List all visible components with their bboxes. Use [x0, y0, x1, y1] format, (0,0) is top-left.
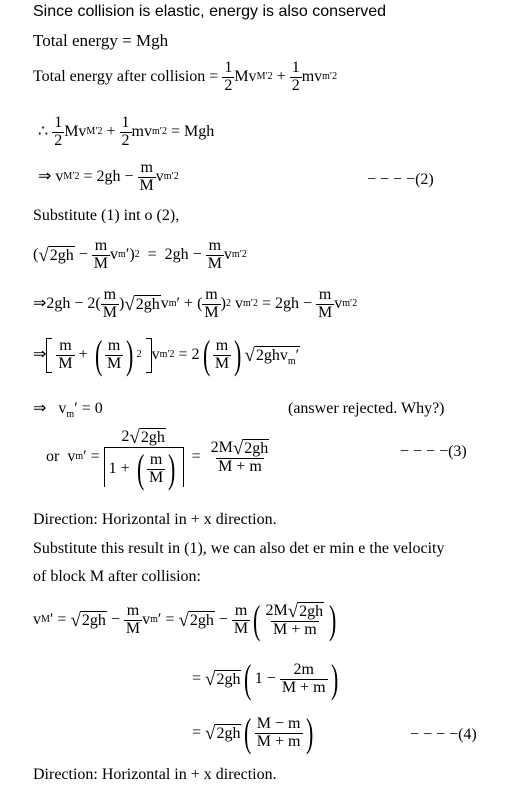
text-line-substitute-2b: of block M after collision:	[33, 568, 201, 585]
equation-tag-3: − − − −(3)	[400, 443, 467, 460]
equation-energy-balance: ∴ $\frac{1}{2}$ Mv M ′2 + $\frac{1}{2}$ mv m ′2 = Mgh	[38, 114, 215, 149]
equation-vM-prime: v M ′ = √ 2gh − $\frac{m}{M}$ v m ′ = √ 2gh − $\frac{m}{M}$ ( 2M √ 2gh M + m )	[33, 597, 337, 643]
label-energy-after: Total energy after collision =	[33, 68, 219, 86]
equation-vM-step3: = √ 2gh ( $\frac{M - m}{M + m}$ )	[192, 710, 313, 756]
text-line-substitute-1: Substitute (1) int o (2),	[33, 207, 180, 224]
equation-zero: ⇒ $v_m' = 0$	[33, 400, 103, 420]
rhs-mgh: = Mgh	[170, 123, 215, 141]
text-line-substitute-2a: Substitute this result in (1), we can also det er min e the velocity	[33, 540, 445, 557]
rhs-2gh: = 2gh −	[83, 168, 134, 186]
text-line-direction-2: Direction: Horizontal in + x direction.	[33, 766, 277, 783]
word-or: or	[46, 448, 60, 466]
equation-substituted: ( √ 2gh − $\frac{m}{M}$ v m ′) 2 = 2gh − $\frac{m}{M}$ v m ′2	[33, 237, 247, 272]
equation-vM-squared: ⇒ v M ′2 = 2gh − $\frac{m}{M}$ v m ′2	[38, 159, 179, 194]
text-line-direction-1: Direction: Horizontal in + x direction.	[33, 511, 277, 528]
note-answer-rejected: (answer rejected. Why?)	[288, 400, 445, 417]
equation-energy-after: Total energy after collision = $\frac{1}{2}$ Mv M ′2 + $\frac{1}{2}$ mv m ′2	[33, 59, 338, 94]
equation-vm-result: or v m ′ = 2 √ 2gh 1 + ( $\frac{m}{M}$ ) = 2M √ 2gh M + m	[46, 427, 269, 492]
equation-tag-4: − − − −(4)	[410, 726, 477, 743]
equation-vM-step2: = √ 2gh ( 1 − $\frac{2m}{M + m}$ )	[192, 656, 338, 702]
equation-expanded: ⇒2gh − 2( $\frac{m}{M}$ ) √ 2gh v m ′ + ( $\frac{m}{M}$ ) 2 v m ′2 = 2gh − $\frac{m}{M}$ v m ′2	[33, 286, 358, 321]
equation-tag-2: − − − −(2)	[367, 171, 434, 188]
equation-collected: ⇒ $\frac{m}{M}$ + ( $\frac{m}{M}$ ) 2 v m ′2 = 2 ( $\frac{m}{M}$ ) √ 2ghv$_m$′	[33, 332, 300, 378]
text-line-total-energy: Total energy = Mgh	[33, 31, 169, 50]
text-line-elastic: Since collision is elastic, energy is also conserved	[33, 3, 387, 20]
